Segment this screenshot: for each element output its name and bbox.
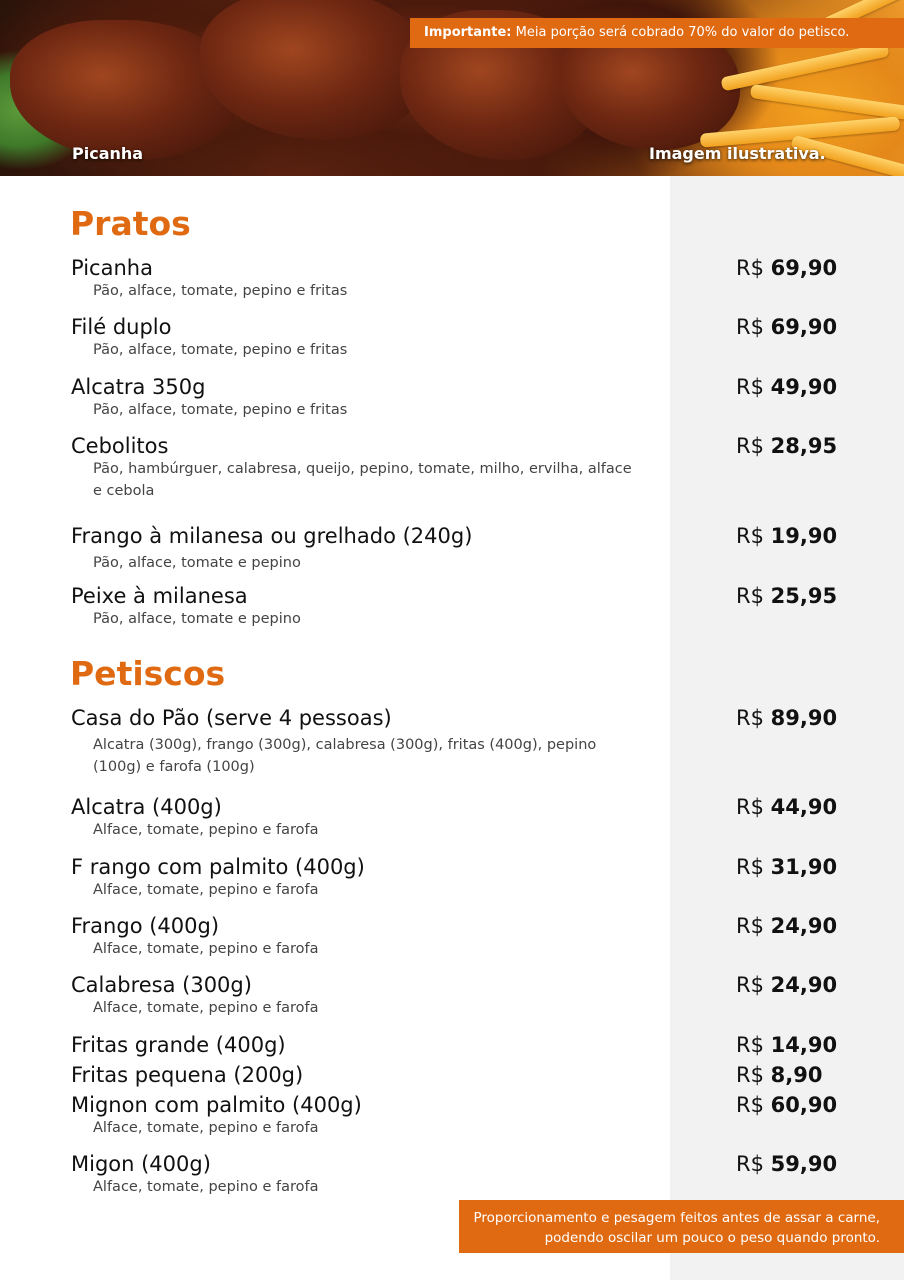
item-name: Cebolitos xyxy=(71,434,169,458)
hero-caption-right: Imagem ilustrativa. xyxy=(649,144,826,163)
item-description: Alcatra (300g), frango (300g), calabresa (300g), fritas (400g), pepino (100g) e farofa (100g) xyxy=(93,737,597,775)
half-portion-notice xyxy=(410,18,904,48)
currency: R$ xyxy=(736,375,764,399)
currency: R$ xyxy=(736,1152,764,1176)
menu-item xyxy=(71,973,851,1019)
item-name: Frango (400g) xyxy=(71,914,220,938)
item-price xyxy=(736,1093,837,1117)
currency: R$ xyxy=(736,315,764,339)
currency: R$ xyxy=(736,256,764,280)
fry-2 xyxy=(750,84,904,120)
price-value: 69,90 xyxy=(770,315,838,339)
item-price xyxy=(736,315,837,339)
item-description: Pão, alface, tomate, pepino e fritas xyxy=(93,402,348,418)
price-value: 60,90 xyxy=(770,1093,838,1117)
item-name: Alcatra (400g) xyxy=(71,795,222,819)
item-description: Pão, alface, tomate e pepino xyxy=(93,555,301,571)
notice-text: Meia porção será cobrado 70% do valor do petisco. xyxy=(511,25,850,40)
price-value: 24,90 xyxy=(770,914,838,938)
price-value: 49,90 xyxy=(770,375,838,399)
item-description: Pão, hambúrguer, calabresa, queijo, pepino, tomate, milho, ervilha, alface e cebola xyxy=(93,461,632,499)
menu-item xyxy=(71,1063,851,1087)
hero-caption-left: Picanha xyxy=(72,144,144,163)
item-description: Alface, tomate, pepino e farofa xyxy=(93,1120,319,1136)
currency: R$ xyxy=(736,795,764,819)
item-price xyxy=(736,524,837,548)
item-name: Alcatra 350g xyxy=(71,375,206,399)
item-name: Fritas pequena (200g) xyxy=(71,1063,304,1087)
menu-item xyxy=(71,256,851,302)
menu-item xyxy=(71,524,851,574)
price-value: 59,90 xyxy=(770,1152,838,1176)
currency: R$ xyxy=(736,524,764,548)
item-name: Filé duplo xyxy=(71,315,172,339)
item-price xyxy=(736,434,837,458)
price-value: 8,90 xyxy=(770,1063,823,1087)
item-name: Fritas grande (400g) xyxy=(71,1033,286,1057)
menu-item xyxy=(71,1033,851,1057)
menu-item xyxy=(71,795,851,841)
item-name: Mignon com palmito (400g) xyxy=(71,1093,362,1117)
item-description: Pão, alface, tomate, pepino e fritas xyxy=(93,283,348,299)
section-title-pratos: Pratos xyxy=(70,204,191,243)
price-value: 14,90 xyxy=(770,1033,838,1057)
item-price xyxy=(736,1063,822,1087)
price-value: 31,90 xyxy=(770,855,838,879)
weighing-notice: Proporcionamento e pesagem feitos antes de assar a carne, podendo oscilar um pouco o peso quando pronto. xyxy=(459,1200,904,1253)
item-price xyxy=(736,584,837,608)
price-value: 25,95 xyxy=(770,584,838,608)
menu-item xyxy=(71,914,851,960)
item-name: F rango com palmito (400g) xyxy=(71,855,365,879)
currency: R$ xyxy=(736,1063,764,1087)
menu-item xyxy=(71,315,851,361)
item-description: Alface, tomate, pepino e farofa xyxy=(93,822,319,838)
menu-item xyxy=(71,434,851,502)
price-value: 44,90 xyxy=(770,795,838,819)
item-name: Picanha xyxy=(71,256,153,280)
currency: R$ xyxy=(736,855,764,879)
item-price xyxy=(736,795,837,819)
item-price xyxy=(736,1152,837,1176)
currency: R$ xyxy=(736,434,764,458)
item-price xyxy=(736,706,837,730)
item-name: Frango à milanesa ou grelhado (240g) xyxy=(71,524,473,548)
price-value: 69,90 xyxy=(770,256,838,280)
price-value: 89,90 xyxy=(770,706,838,730)
currency: R$ xyxy=(736,706,764,730)
item-price xyxy=(736,914,837,938)
menu-item xyxy=(71,584,851,630)
menu-item xyxy=(71,1152,851,1198)
item-price xyxy=(736,973,837,997)
item-description: Alface, tomate, pepino e farofa xyxy=(93,941,319,957)
item-price xyxy=(736,1033,837,1057)
menu-item xyxy=(71,706,851,778)
item-description: Alface, tomate, pepino e farofa xyxy=(93,882,319,898)
item-description: Pão, alface, tomate, pepino e fritas xyxy=(93,342,348,358)
item-description: Alface, tomate, pepino e farofa xyxy=(93,1000,319,1016)
price-value: 19,90 xyxy=(770,524,838,548)
currency: R$ xyxy=(736,973,764,997)
item-name: Migon (400g) xyxy=(71,1152,211,1176)
currency: R$ xyxy=(736,1093,764,1117)
fry-1 xyxy=(720,42,889,91)
item-name: Calabresa (300g) xyxy=(71,973,252,997)
currency: R$ xyxy=(736,584,764,608)
menu-item xyxy=(71,1093,851,1139)
item-name: Casa do Pão (serve 4 pessoas) xyxy=(71,706,392,730)
currency: R$ xyxy=(736,1033,764,1057)
menu-item xyxy=(71,855,851,901)
notice-label: Importante: xyxy=(424,25,512,40)
price-value: 24,90 xyxy=(770,973,838,997)
section-title-petiscos: Petiscos xyxy=(70,654,226,693)
item-description: Pão, alface, tomate e pepino xyxy=(93,611,301,627)
item-description: Alface, tomate, pepino e farofa xyxy=(93,1179,319,1195)
menu-item xyxy=(71,375,851,421)
price-value: 28,95 xyxy=(770,434,838,458)
hero-image-picanha xyxy=(0,0,904,176)
meat-slice-2 xyxy=(200,0,430,140)
item-price xyxy=(736,256,837,280)
item-price xyxy=(736,855,837,879)
item-price xyxy=(736,375,837,399)
currency: R$ xyxy=(736,914,764,938)
item-name: Peixe à milanesa xyxy=(71,584,248,608)
